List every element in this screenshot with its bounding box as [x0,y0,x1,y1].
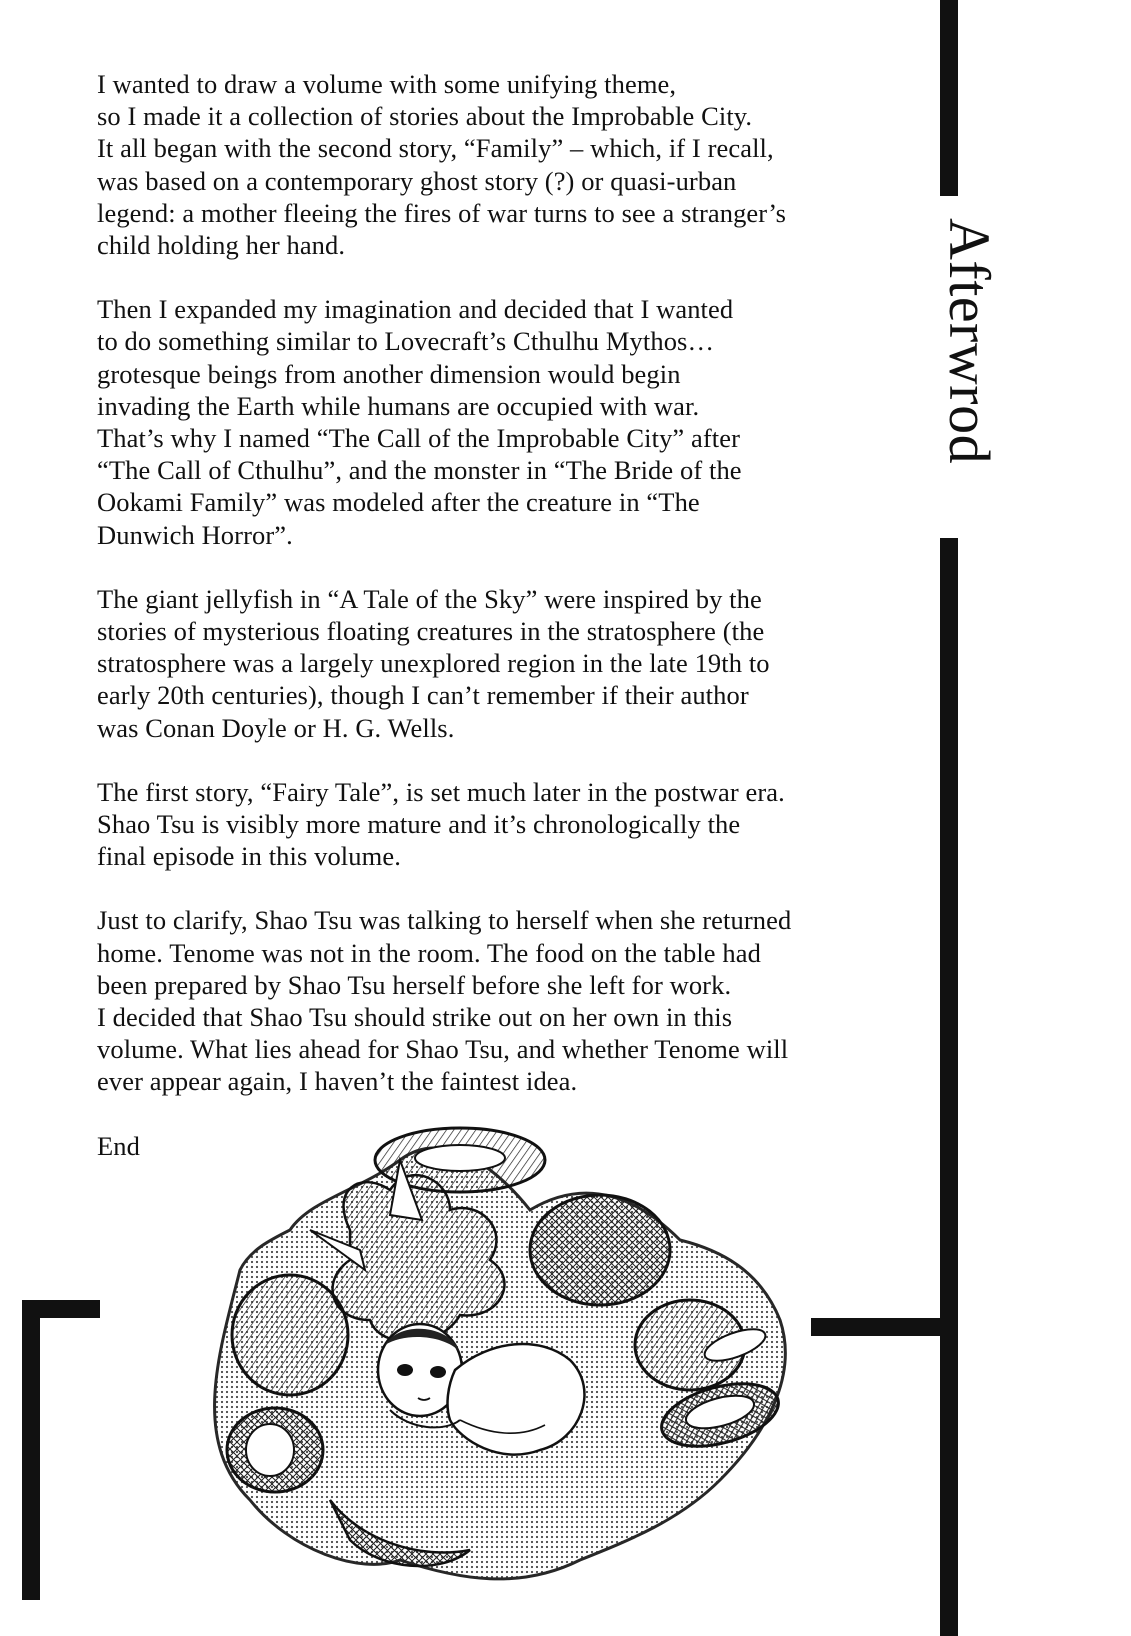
paragraph-3 [97,583,877,744]
end-text: End [97,1130,140,1161]
text-line: Dunwich Horror”. [97,519,293,550]
text-line: invading the Earth while humans are occupied with war. [97,390,700,421]
text-line: The giant jellyfish in “A Tale of the Sky” were inspired by the [97,583,762,614]
text-line: was based on a contemporary ghost story (?) or quasi-urban [97,165,737,196]
frame-bar-left-vertical [22,1300,40,1600]
text-line: grotesque beings from another dimension would begin [97,358,681,389]
text-line: volume. What lies ahead for Shao Tsu, and whether Tenome will [97,1034,789,1065]
text-line: Just to clarify, Shao Tsu was talking to herself when she returned [97,905,792,936]
text-line: Ookami Family” was modeled after the creature in “The [97,487,700,518]
text-line: legend: a mother fleeing the fires of war turns to see a stranger’s [97,197,787,228]
paragraph-4 [97,776,877,873]
text-line: was Conan Doyle or H. G. Wells. [97,712,455,743]
text-line: Shao Tsu is visibly more mature and it’s chronologically the [97,809,741,840]
text-line: been prepared by Shao Tsu herself before she left for work. [97,969,732,1000]
paragraph-2 [97,293,877,551]
text-line: It all began with the second story, “Family” – which, if I recall, [97,133,774,164]
text-line: stories of mysterious floating creatures in the stratosphere (the [97,616,765,647]
page-title-text: Afterwrod [937,218,1002,465]
paragraph-1 [97,68,877,261]
text-line: Then I expanded my imagination and decided that I wanted [97,294,734,325]
text-line: That’s why I named “The Call of the Improbable City” after [97,423,741,454]
text-line: I wanted to draw a volume with some unifying theme, [97,69,677,99]
frame-bar-right-bottom [940,538,958,1636]
text-line: I decided that Shao Tsu should strike out on her own in this [97,1002,733,1033]
text-line: early 20th centuries), though I can’t remember if their author [97,680,749,711]
illustration [160,1120,860,1590]
page-title [936,218,1016,518]
frame-bar-right-top [940,0,958,196]
text-line: so I made it a collection of stories about the Improbable City. [97,101,753,132]
text-line: ever appear again, I haven’t the faintest idea. [97,1066,578,1097]
text-line: final episode in this volume. [97,841,401,872]
paragraph-5 [97,904,877,1097]
text-line: stratosphere was a largely unexplored region in the late 19th to [97,648,770,679]
frame-bar-left-horizontal [22,1300,100,1318]
text-line: child holding her hand. [97,230,346,261]
afterword-body [97,68,877,1162]
text-line: to do something similar to Lovecraft’s Cthulhu Mythos… [97,326,715,357]
text-line: “The Call of Cthulhu”, and the monster in “The Bride of the [97,455,742,486]
text-line: The first story, “Fairy Tale”, is set much later in the postwar era. [97,776,785,807]
text-line: home. Tenome was not in the room. The food on the table had [97,937,761,968]
